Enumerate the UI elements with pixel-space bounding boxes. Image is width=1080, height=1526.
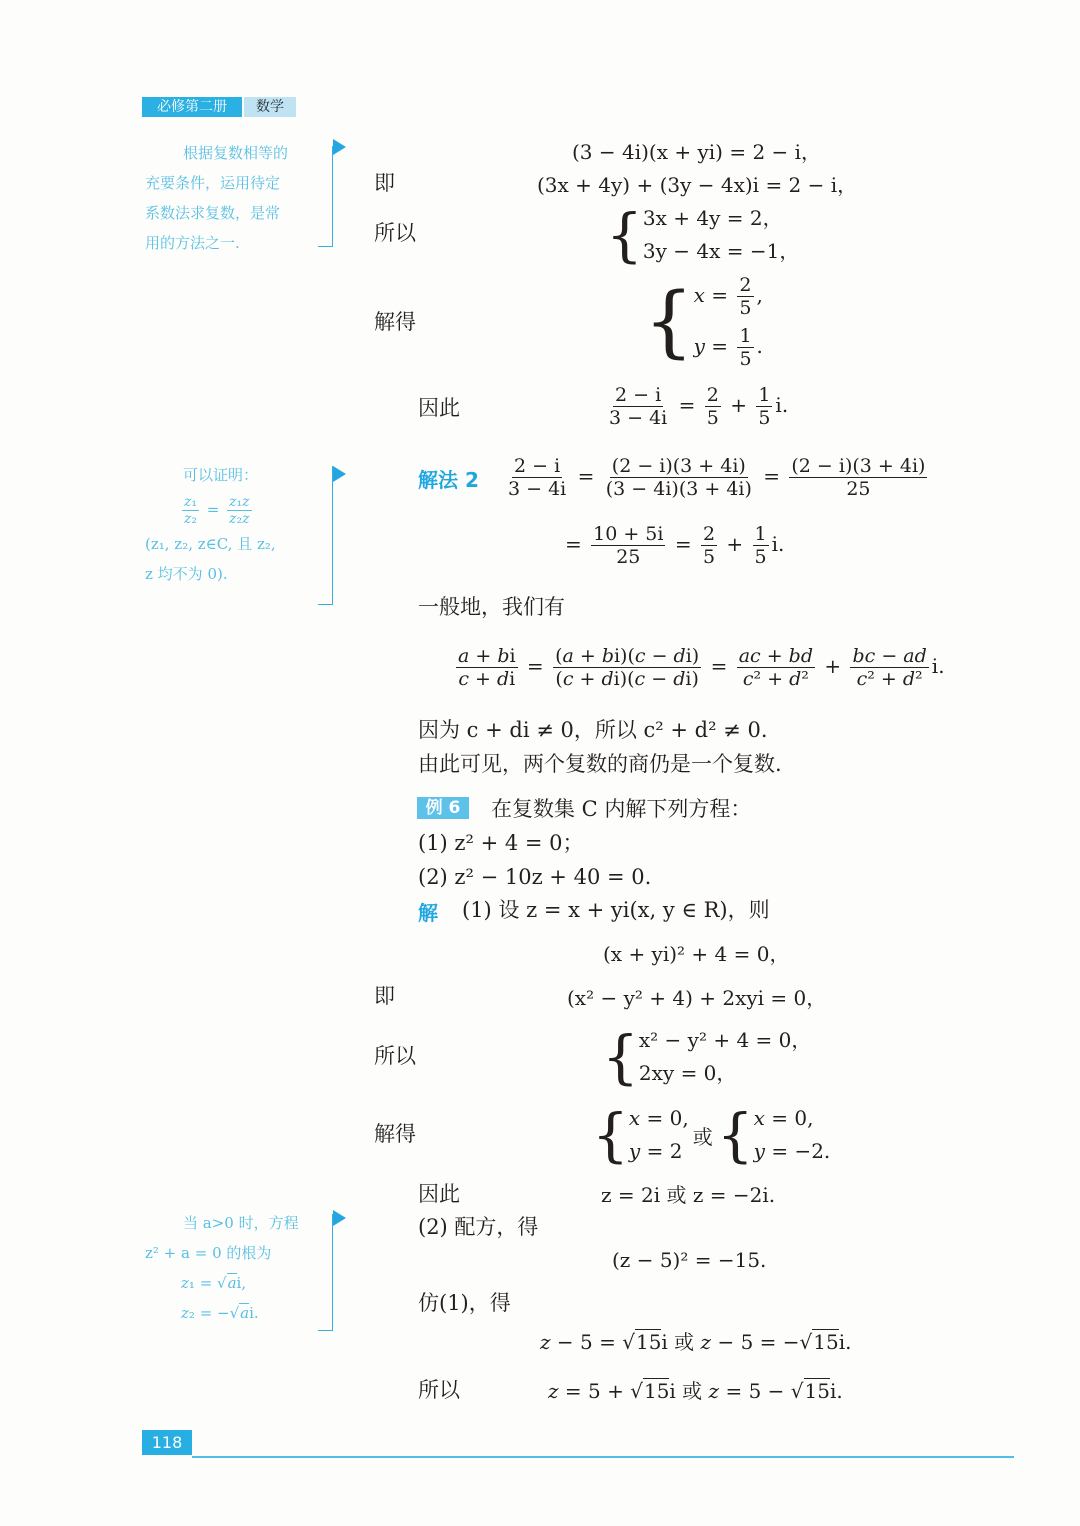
label-yinci-1: 因此 <box>418 396 460 420</box>
brace: { <box>606 201 643 269</box>
system-3 <box>602 1024 811 1090</box>
example-6-text: 在复数集 C 内解下列方程： <box>491 797 752 821</box>
side-note-1-bracket <box>318 146 333 247</box>
solution-mark: 解 <box>418 901 438 925</box>
brace: { <box>644 277 694 367</box>
brace: { <box>716 1101 754 1169</box>
side-note-3-arrow-icon <box>333 1210 346 1226</box>
label-suoyi-3: 所以 <box>418 1378 460 1402</box>
subject-tag: 数学 <box>244 97 296 117</box>
label-yinci-2: 因此 <box>418 1182 460 1206</box>
solution-3: { x = 0, y = 2 或 { x = 0, y = −2. <box>592 1101 831 1169</box>
system-1 <box>606 202 799 268</box>
side-note-1: 根据复数相等的 充要条件，运用待定 系数法求复数，是常 用的方法之一. <box>145 144 289 252</box>
label-jiede-1: 解得 <box>374 310 416 334</box>
label-fang: 仿(1)，得 <box>418 1291 511 1315</box>
side-note-2: 可以证明： $\frac{\text{z₁}}{\text{z₂}}$ = $\frac{\text{z₁z}}{\text{z₂z}}$ (z₁, z₂, z∈C, 且 z₂, z 均不为 0). <box>145 466 276 583</box>
footer-rule <box>192 1456 1014 1458</box>
label-jiede-2: 解得 <box>374 1122 416 1146</box>
result-fraction-1: $\frac{2 - i}{3 - 4i}$ = $\frac{2}{5}$ + $\frac{1}{5}$ i. <box>609 384 789 429</box>
side-note-2-arrow-icon <box>333 466 346 482</box>
system-3-line-2: 2xy = 0， <box>638 1061 737 1085</box>
method-2-heading: 解法 2 <box>418 468 479 492</box>
solution-1: { x = $\frac{2}{5}$ , y = $\frac{1}{5}$ . <box>644 274 763 370</box>
side-note-1-arrow-icon <box>333 139 346 155</box>
or-word: 或 <box>692 1124 713 1149</box>
equation-4: (x² − y² + 4) + 2xyi = 0， <box>567 986 827 1010</box>
final-result: z = 5 + √15i 或 z = 5 − √15i. <box>548 1379 843 1403</box>
brace: { <box>592 1101 629 1169</box>
label-suoyi-2: 所以 <box>374 1044 416 1068</box>
label-suoyi-1: 所以 <box>374 221 416 245</box>
example-6-tag: 例 6 <box>417 797 469 819</box>
side-note-3: 当 a>0 时，方程 z² + a = 0 的根为 z₁ = √ai, z₂ = −√ai. <box>145 1214 299 1322</box>
label-ji-1: 即 <box>374 171 395 195</box>
method-2-line-1: $\frac{2 - i}{3 - 4i}$ = $\frac{(2 - i)(3 + 4i)}{(3 - 4i)(3 + 4i)}$ = $\frac{(2 - i)(3 + 4i)}{25}$ <box>508 455 926 500</box>
system-3-line-1: x² − y² + 4 = 0， <box>638 1028 812 1052</box>
equation-2: (3x + 4y) + (3y − 4x)i = 2 − i， <box>537 173 858 197</box>
side-note-3-bracket <box>318 1214 333 1331</box>
label-ji-2: 即 <box>374 984 395 1008</box>
system-1-line-1: 3x + 4y = 2， <box>642 206 783 230</box>
question-1: (1) z² + 4 = 0； <box>418 831 584 855</box>
method-2-line-2: = $\frac{10 + 5i}{25}$ = $\frac{2}{5}$ + $\frac{1}{5}$ i. <box>565 523 785 568</box>
equation-1: (3 − 4i)(x + yi) = 2 − i， <box>572 140 822 164</box>
page-number: 118 <box>142 1430 192 1455</box>
general-statement: 一般地，我们有 <box>418 595 565 619</box>
general-formula: $\frac{a + bi}{c + di}$ = $\frac{(a + bi)(c - di)}{(c + di)(c - di)}$ = $\frac{ac + bd}{\text{c² + d²}}$ + $\frac{bc - ad}{\text{c² + d²}}$ i. <box>458 645 945 690</box>
result-1: z = 2i 或 z = −2i. <box>601 1183 776 1207</box>
book-title-tag: 必修第二册 <box>142 97 242 117</box>
part-2-intro: (2) 配方，得 <box>418 1215 539 1239</box>
equation-3: (x + yi)² + 4 = 0， <box>603 942 790 966</box>
side-note-2-bracket <box>318 466 333 605</box>
equation-5: (z − 5)² = −15. <box>612 1248 767 1272</box>
equation-6: z − 5 = √15i 或 z − 5 = −√15i. <box>540 1330 852 1354</box>
solution-intro: (1) 设 z = x + yi(x, y ∈ R)，则 <box>462 898 770 922</box>
because-statement: 因为 c + di ≠ 0，所以 c² + d² ≠ 0. <box>418 718 768 742</box>
system-1-line-2: 3y − 4x = −1， <box>642 239 800 263</box>
brace: { <box>602 1023 639 1091</box>
conclusion-statement: 由此可见，两个复数的商仍是一个复数. <box>418 752 782 776</box>
question-2: (2) z² − 10z + 40 = 0. <box>418 865 652 889</box>
